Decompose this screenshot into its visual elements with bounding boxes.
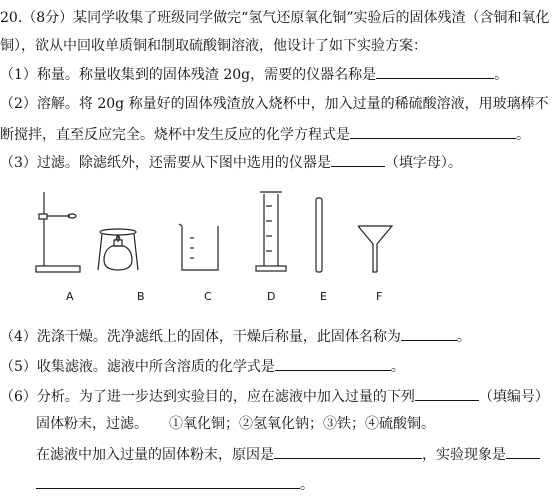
part-6-line-4 — [36, 474, 314, 495]
figure-label-f: F — [376, 290, 383, 303]
part-5-end: 。 — [390, 359, 405, 375]
part-4-text: （4）洗涤干燥。洗净滤纸上的固体，干燥后称量，此固体名称为 — [0, 329, 401, 345]
part-6-reason-text: 在滤液中加入过量的固体粉末，原因是 — [36, 447, 274, 463]
answer-blank-2[interactable] — [350, 124, 516, 139]
answer-blank-7[interactable] — [274, 444, 422, 459]
part-6-line-1 — [0, 386, 549, 407]
part-2-line-2 — [0, 124, 530, 145]
part-1-text: （1）称量。称量收集到的固体残渣 20g，需要的仪器名称是 — [0, 67, 377, 83]
part-1-end: 。 — [494, 67, 509, 83]
part-2-end: 。 — [516, 127, 530, 143]
part-6-phenomenon-text: ，实验现象是 — [422, 447, 506, 463]
figure-label-c: C — [204, 290, 212, 303]
iron-stand-icon — [36, 192, 80, 272]
figure-label-e: E — [320, 290, 327, 303]
figure-label-d: D — [267, 290, 276, 303]
part-6-end: （填编号） — [478, 389, 549, 405]
part-5 — [0, 356, 405, 377]
funnel-icon — [358, 226, 392, 272]
part-6-line-2: 固体粉末，过滤。 ①氧化铜；②氢氧化钠；③铁；④硫酸铜。 — [36, 416, 435, 432]
answer-blank-5[interactable] — [275, 356, 391, 371]
answer-blank-4[interactable] — [401, 326, 457, 341]
part-3-end: （填字母）。 — [384, 155, 462, 171]
question-line-1: 20.（8分）某同学收集了班级同学做完“氢气还原氧化铜”实验后的固体残渣（含铜和氧化 — [0, 10, 550, 26]
part-2-text: 断搅拌，直至反应完全。烧杯中发生反应的化学方程式是 — [0, 127, 350, 143]
part-2-line-1: （2）溶解。将 20g 称量好的固体残渣放入烧杯中，加入过量的稀硫酸溶液，用玻璃棒不 — [0, 96, 549, 112]
part-4-end: 。 — [456, 329, 471, 345]
answer-blank-3[interactable] — [331, 152, 385, 167]
answer-blank-8[interactable] — [506, 444, 540, 459]
answer-blank-8-cont[interactable] — [36, 474, 300, 489]
answer-blank-1[interactable] — [376, 64, 494, 79]
apparatus-figure — [22, 186, 422, 306]
graduated-cylinder-icon — [256, 192, 286, 271]
alcohol-burner-tripod-icon — [98, 229, 138, 270]
question-line-2: 铜），欲从中回收单质铜和制取硫酸铜溶液，他设计了如下实验方案： — [0, 38, 427, 54]
part-5-text: （5）收集滤液。滤液中所含溶质的化学式是 — [0, 359, 275, 375]
beaker-icon — [179, 224, 218, 270]
figure-label-a: A — [66, 290, 74, 303]
part-3-text: （3）过滤。除滤纸外，还需要从下图中选用的仪器是 — [0, 155, 331, 171]
part-3 — [0, 152, 462, 173]
part-4 — [0, 326, 471, 347]
part-6-line-3 — [36, 444, 540, 465]
part-6-final-end: 。 — [300, 477, 314, 493]
glass-rod-icon — [316, 198, 322, 272]
figure-label-b: B — [137, 290, 145, 303]
answer-blank-6[interactable] — [415, 386, 479, 401]
part-6-text: （6）分析。为了进一步达到实验目的，应在滤液中加入过量的下列 — [0, 389, 415, 405]
part-1 — [0, 64, 508, 85]
